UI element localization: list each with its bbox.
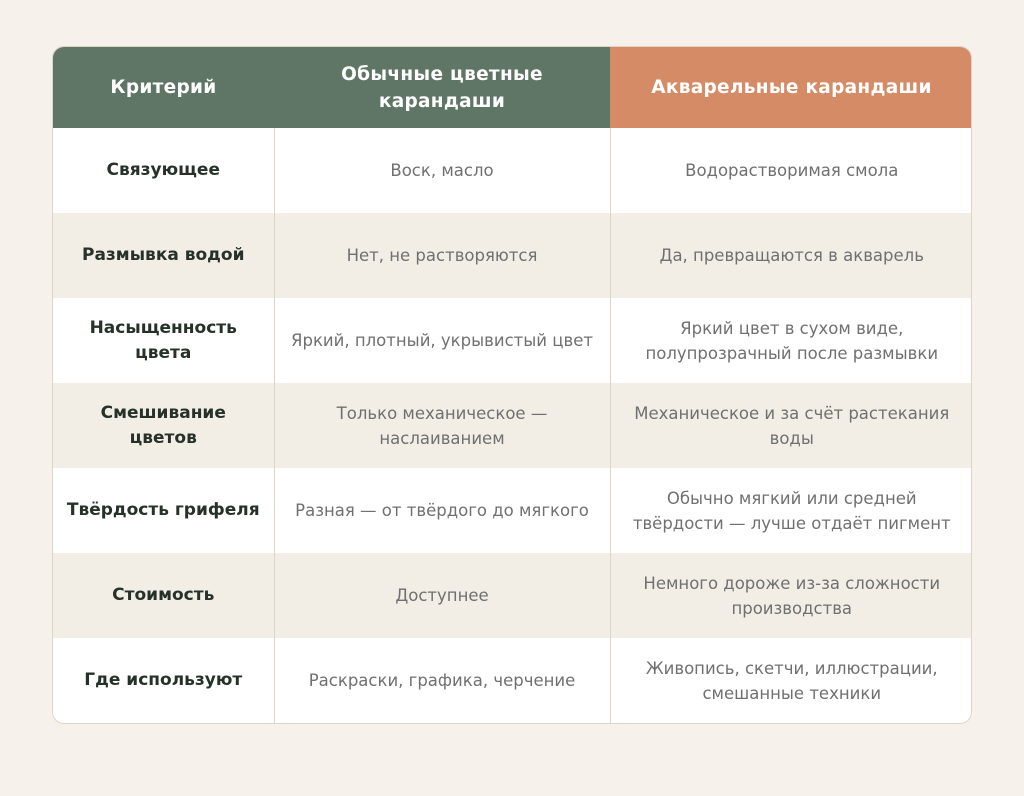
watercolor-cell: Да, превращаются в акварель xyxy=(610,213,972,298)
table-body xyxy=(53,128,972,723)
comparison-table xyxy=(53,47,972,723)
table-row xyxy=(53,468,972,553)
header-criterion: Критерий xyxy=(53,47,274,128)
table-row xyxy=(53,383,972,468)
regular-cell: Раскраски, графика, черчение xyxy=(274,638,610,723)
regular-cell: Доступнее xyxy=(274,553,610,638)
regular-cell: Яркий, плотный, укрывистый цвет xyxy=(274,298,610,383)
regular-cell: Нет, не растворяются xyxy=(274,213,610,298)
table-row xyxy=(53,298,972,383)
header-row xyxy=(53,47,972,128)
watercolor-cell: Водорастворимая смола xyxy=(610,128,972,213)
watercolor-cell: Немного дороже из-за сложности производства xyxy=(610,553,972,638)
header-regular-pencils: Обычные цветные карандаши xyxy=(274,47,610,128)
criterion-cell: Связующее xyxy=(53,128,274,213)
criterion-cell: Стоимость xyxy=(53,553,274,638)
regular-cell: Разная — от твёрдого до мягкого xyxy=(274,468,610,553)
watercolor-cell: Механическое и за счёт растекания воды xyxy=(610,383,972,468)
criterion-cell: Твёрдость грифеля xyxy=(53,468,274,553)
comparison-table-card xyxy=(52,46,972,724)
criterion-cell: Насыщенность цвета xyxy=(53,298,274,383)
table-row xyxy=(53,213,972,298)
table-row xyxy=(53,128,972,213)
header-watercolor-pencils: Акварельные карандаши xyxy=(610,47,972,128)
regular-cell: Только механическое — наслаиванием xyxy=(274,383,610,468)
watercolor-cell: Яркий цвет в сухом виде, полупрозрачный после размывки xyxy=(610,298,972,383)
table-header xyxy=(53,47,972,128)
watercolor-cell: Живопись, скетчи, иллюстрации, смешанные техники xyxy=(610,638,972,723)
watercolor-cell: Обычно мягкий или средней твёрдости — лучше отдаёт пигмент xyxy=(610,468,972,553)
criterion-cell: Где используют xyxy=(53,638,274,723)
table-row xyxy=(53,638,972,723)
regular-cell: Воск, масло xyxy=(274,128,610,213)
table-row xyxy=(53,553,972,638)
criterion-cell: Смешивание цветов xyxy=(53,383,274,468)
criterion-cell: Размывка водой xyxy=(53,213,274,298)
